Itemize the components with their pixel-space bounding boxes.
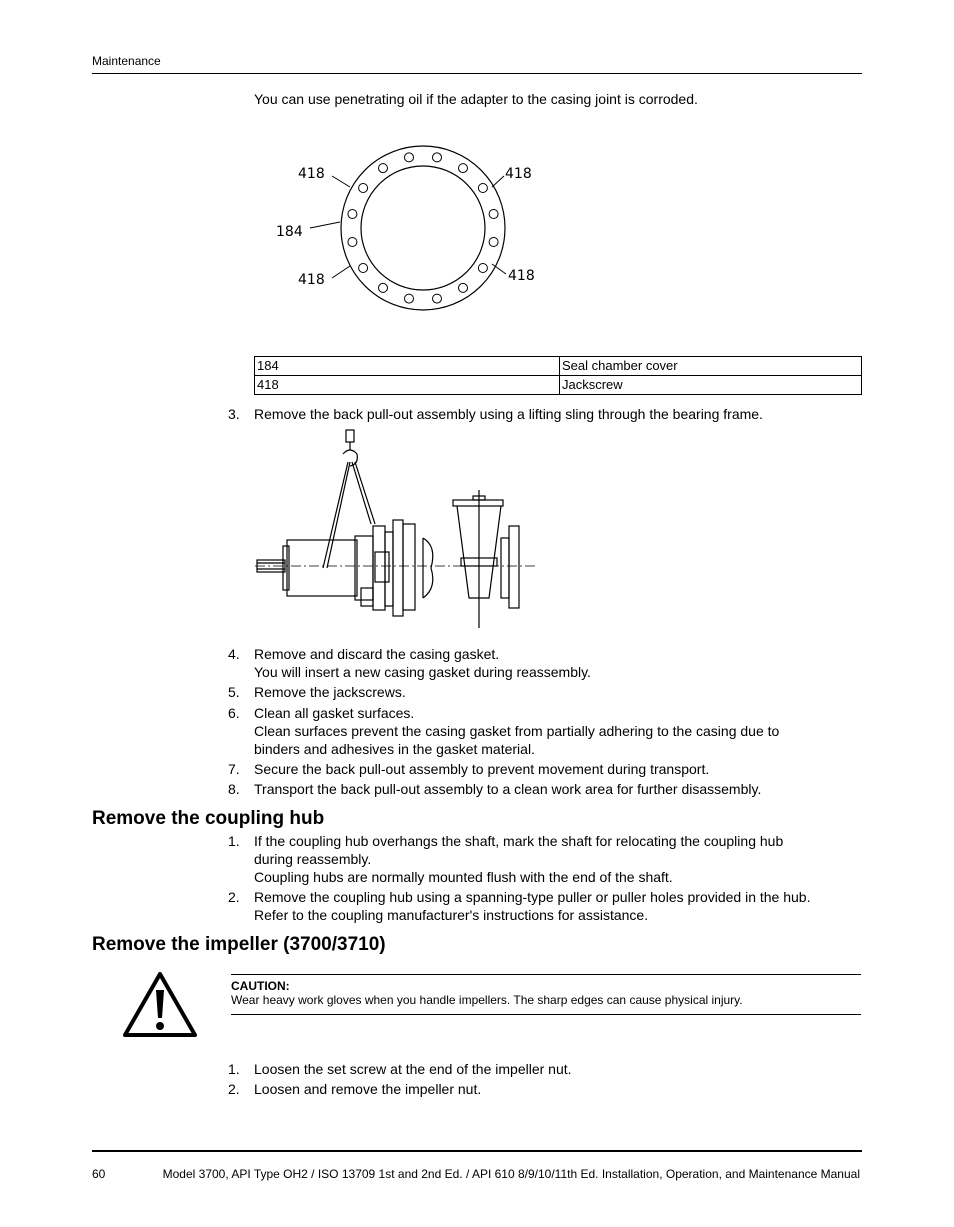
callout-label: 184	[276, 224, 303, 240]
step-number: 5.	[228, 684, 240, 700]
step-text: Loosen the set screw at the end of the impeller nut.	[254, 1061, 572, 1077]
step-number: 3.	[228, 406, 240, 422]
step-text: Transport the back pull-out assembly to a clean work area for further disassembly.	[254, 781, 762, 797]
bolt-hole	[359, 184, 368, 193]
section-heading-impeller: Remove the impeller (3700/3710)	[92, 934, 386, 955]
bolt-hole	[405, 153, 414, 162]
bolt-hole	[348, 210, 357, 219]
step-text: If the coupling hub overhangs the shaft, mark the shaft for relocating the coupling hub during reassembly. Coupling hubs are normally mounted flush with the end of the shaft.	[254, 833, 784, 885]
bolt-hole	[489, 238, 498, 247]
step-number: 8.	[228, 781, 240, 797]
table-row	[255, 376, 862, 395]
callout-label: 418	[508, 268, 535, 284]
step-text: Remove and discard the casing gasket. You will insert a new casing gasket during reassembly.	[254, 646, 591, 680]
step-number: 6.	[228, 705, 240, 721]
bolt-hole	[478, 184, 487, 193]
step-number: 1.	[228, 833, 240, 849]
bolt-hole	[348, 238, 357, 247]
bolt-hole	[433, 294, 442, 303]
caution-rule-bottom	[231, 1014, 861, 1015]
callout-label: 418	[505, 166, 532, 182]
step-text: Remove the jackscrews.	[254, 684, 406, 700]
flange-jackscrew-diagram	[270, 140, 540, 315]
bolt-hole	[405, 294, 414, 303]
intro-paragraph: You can use penetrating oil if the adapter to the casing joint is corroded.	[254, 91, 698, 107]
caution-text: Wear heavy work gloves when you handle impellers. The sharp edges can cause physical injury.	[231, 993, 743, 1007]
step-number: 1.	[228, 1061, 240, 1077]
step-text: Remove the coupling hub using a spanning-type puller or puller holes provided in the hub. Refer to the coupling manufacturer's instructions for assistance.	[254, 889, 811, 923]
warning-triangle-icon	[122, 970, 198, 1038]
footer-rule	[92, 1150, 862, 1152]
bolt-hole	[379, 164, 388, 173]
caution-rule-top	[231, 974, 861, 975]
footer-document-title: Model 3700, API Type OH2 / ISO 13709 1st and 2nd Ed. / API 610 8/9/10/11th Ed. Installation, Operation, and Maintenance Manual	[162, 1167, 860, 1181]
callout-label: 418	[298, 272, 325, 288]
legend-code: 184	[255, 357, 560, 376]
bolt-hole	[478, 264, 487, 273]
header-rule	[92, 73, 862, 74]
legend-desc: Jackscrew	[560, 376, 862, 395]
legend-code: 418	[255, 376, 560, 395]
table-row	[255, 357, 862, 376]
legend-desc: Seal chamber cover	[560, 357, 862, 376]
step-text: Remove the back pull-out assembly using a lifting sling through the bearing frame.	[254, 406, 763, 422]
callout-label: 418	[298, 166, 325, 182]
legend-table	[254, 356, 862, 395]
step-number: 7.	[228, 761, 240, 777]
step-number: 2.	[228, 1081, 240, 1097]
back-pullout-assembly-diagram	[255, 428, 535, 633]
page-number: 60	[92, 1167, 106, 1181]
caution-title: CAUTION:	[231, 979, 290, 993]
step-number: 4.	[228, 646, 240, 662]
step-text: Secure the back pull-out assembly to prevent movement during transport.	[254, 761, 710, 777]
bolt-hole	[359, 264, 368, 273]
step-text: Loosen and remove the impeller nut.	[254, 1081, 482, 1097]
bolt-hole	[379, 283, 388, 292]
step-number: 2.	[228, 889, 240, 905]
step-text: Clean all gasket surfaces. Clean surfaces prevent the casing gasket from partially adhering to the casing due to binders and adhesives in the gasket material.	[254, 705, 780, 757]
bolt-hole	[459, 164, 468, 173]
section-heading-coupling-hub: Remove the coupling hub	[92, 808, 325, 829]
bolt-hole	[459, 283, 468, 292]
bolt-hole	[433, 153, 442, 162]
bolt-hole	[489, 210, 498, 219]
running-header: Maintenance	[92, 54, 161, 68]
